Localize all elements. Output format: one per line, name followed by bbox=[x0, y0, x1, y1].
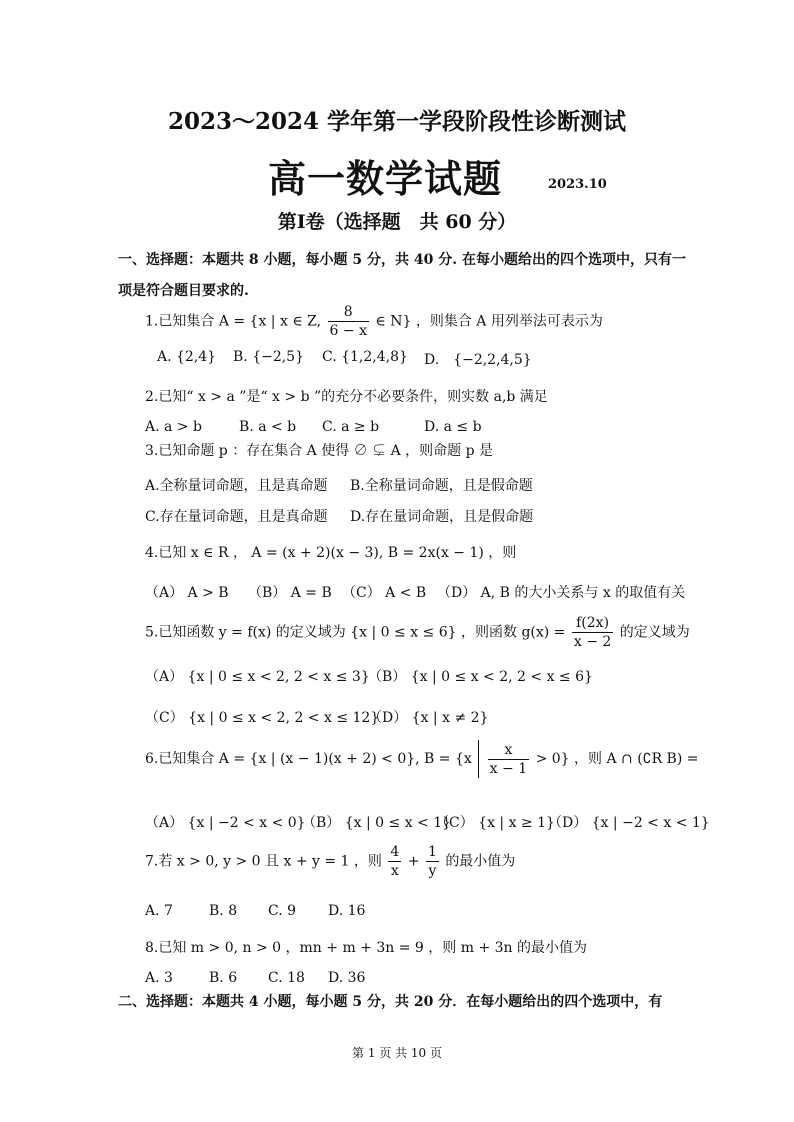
q1-frac-num: 8 bbox=[328, 303, 369, 322]
q2-option-b: B. a < b bbox=[239, 419, 297, 435]
q4-option-d: （D） A, B 的大小关系与 x 的取值有关 bbox=[437, 585, 686, 601]
q8-option-c: C. 18 bbox=[268, 970, 305, 986]
q8-option-a: A. 3 bbox=[145, 970, 173, 986]
q6-option-a: （A） {x | −2 < x < 0} bbox=[145, 815, 306, 831]
q6-vertical-bar bbox=[478, 740, 479, 778]
q7-option-c: C. 9 bbox=[268, 903, 297, 919]
question-7 bbox=[145, 843, 515, 880]
q6-fraction bbox=[488, 741, 529, 778]
q3-option-d: D.存在量词命题，且是假命题 bbox=[350, 509, 534, 525]
q7-frac1-den: x bbox=[390, 863, 399, 879]
section-1-heading-line2: 项是符合题目要求的. bbox=[118, 283, 249, 299]
q1-prefix: 1.已知集合 bbox=[145, 313, 215, 330]
subject-title: 高一数学试题 bbox=[268, 156, 503, 201]
q5-frac-num: f(2x) bbox=[572, 614, 613, 633]
q7-frac2-num: 1 bbox=[427, 844, 437, 860]
q1-option-a: A. {2,4} bbox=[157, 349, 217, 365]
q7-option-a: A. 7 bbox=[145, 903, 173, 919]
q3-option-c: C.存在量词命题，且是真命题 bbox=[145, 509, 328, 525]
question-6 bbox=[145, 740, 699, 778]
part-heading: 第Ⅰ卷（选择题 共 60 分） bbox=[277, 211, 517, 233]
q6-option-c: （C） {x | x ≥ 1} bbox=[435, 815, 555, 831]
q5-suffix: 的定义域为 bbox=[619, 624, 690, 641]
section-1-heading-line1: 一、选择题：本题共 8 小题，每小题 5 分，共 40 分. 在每小题给出的四个选项中，只有一 bbox=[118, 252, 686, 268]
question-3: 3.已知命题 p ：存在集合 A 使得 ∅ ⊊ A ，则命题 p 是 bbox=[145, 443, 494, 459]
q1-set-a: A = {x | x ∈ Z, bbox=[218, 313, 322, 330]
exam-date: 2023.10 bbox=[548, 177, 607, 192]
q7-plus: + bbox=[407, 853, 420, 870]
q1-option-c: C. {1,2,4,8} bbox=[322, 349, 408, 365]
q7-frac1-num: 4 bbox=[390, 844, 400, 860]
q5-option-c: （C） {x | 0 ≤ x < 2, 2 < x ≤ 12} bbox=[145, 710, 380, 726]
q7-option-b: B. 8 bbox=[209, 903, 238, 919]
q1-fraction bbox=[328, 303, 369, 340]
question-1 bbox=[145, 303, 603, 340]
q4-option-b: （B） A = B bbox=[248, 585, 332, 601]
q7-fraction-2 bbox=[426, 843, 439, 880]
q1-set-b: ∈ N} bbox=[375, 313, 412, 330]
q2-option-c: C. a ≥ b bbox=[322, 419, 380, 435]
q8-option-b: B. 6 bbox=[209, 970, 238, 986]
q7-option-d: D. 16 bbox=[328, 903, 366, 919]
page-footer: 第 1 页 共 10 页 bbox=[352, 1046, 442, 1060]
q5-frac-den: x − 2 bbox=[573, 634, 612, 650]
q1-frac-den: 6 − x bbox=[329, 323, 367, 339]
q2-option-a: A. a > b bbox=[145, 419, 202, 435]
q3-option-a: A.全称量词命题，且是真命题 bbox=[145, 478, 328, 494]
q8-option-d: D. 36 bbox=[328, 970, 366, 986]
question-2: 2.已知“ x > a ”是“ x > b ”的充分不必要条件，则实数 a,b 满足 bbox=[145, 389, 548, 405]
q1-option-b: B. {−2,5} bbox=[233, 349, 304, 365]
q2-option-d: D. a ≤ b bbox=[424, 419, 482, 435]
q4-option-a: （A） A > B bbox=[145, 585, 229, 601]
q5-option-b: （B） {x | 0 ≤ x < 2, 2 < x ≤ 6} bbox=[368, 669, 593, 685]
section-2-heading: 二、选择题：本题共 4 小题，每小题 5 分，共 20 分．在每小题给出的四个选项中，有 bbox=[118, 994, 663, 1010]
q5-prefix: 5.已知函数 y = f(x) 的定义域为 {x | 0 ≤ x ≤ 6} ，则函数 g(x) = bbox=[145, 624, 566, 641]
q7-frac2-den: y bbox=[428, 863, 437, 879]
q6-frac-den: x − 1 bbox=[489, 760, 528, 777]
q7-suffix: 的最小值为 bbox=[445, 853, 516, 870]
q1-suffix: ，则集合 A 用列举法可表示为 bbox=[415, 313, 603, 330]
q6-suffix: > 0} ，则 A ∩ (∁R B) = bbox=[535, 751, 699, 767]
q5-fraction bbox=[572, 614, 613, 651]
q6-option-d: （D） {x | −2 < x < 1} bbox=[548, 815, 710, 831]
q6-prefix: 6.已知集合 A = {x | (x − 1)(x + 2) < 0}, B = {x bbox=[145, 751, 472, 767]
question-8: 8.已知 m > 0, n > 0 ，mn + m + 3n = 9 ，则 m + 3n 的最小值为 bbox=[145, 940, 587, 956]
question-5 bbox=[145, 614, 690, 651]
q6-frac-num: x bbox=[488, 741, 529, 760]
exam-title: 2023～2024 学年第一学段阶段性诊断测试 bbox=[167, 108, 627, 135]
question-4: 4.已知 x ∈ R ， A = (x + 2)(x − 3), B = 2x(x − 1) ，则 bbox=[145, 545, 517, 561]
q1-option-d: D. {−2,2,4,5} bbox=[424, 352, 532, 368]
q7-fraction-1 bbox=[388, 843, 401, 880]
q5-option-d: （D） {x | x ≠ 2} bbox=[368, 710, 489, 726]
q3-option-b: B.全称量词命题，且是假命题 bbox=[350, 478, 533, 494]
q5-option-a: （A） {x | 0 ≤ x < 2, 2 < x ≤ 3} bbox=[145, 669, 370, 685]
q7-prefix: 7.若 x > 0, y > 0 且 x + y = 1 ，则 bbox=[145, 853, 382, 870]
q4-option-c: （C） A < B bbox=[342, 585, 427, 601]
q6-option-b: （B） {x | 0 ≤ x < 1} bbox=[302, 815, 452, 831]
